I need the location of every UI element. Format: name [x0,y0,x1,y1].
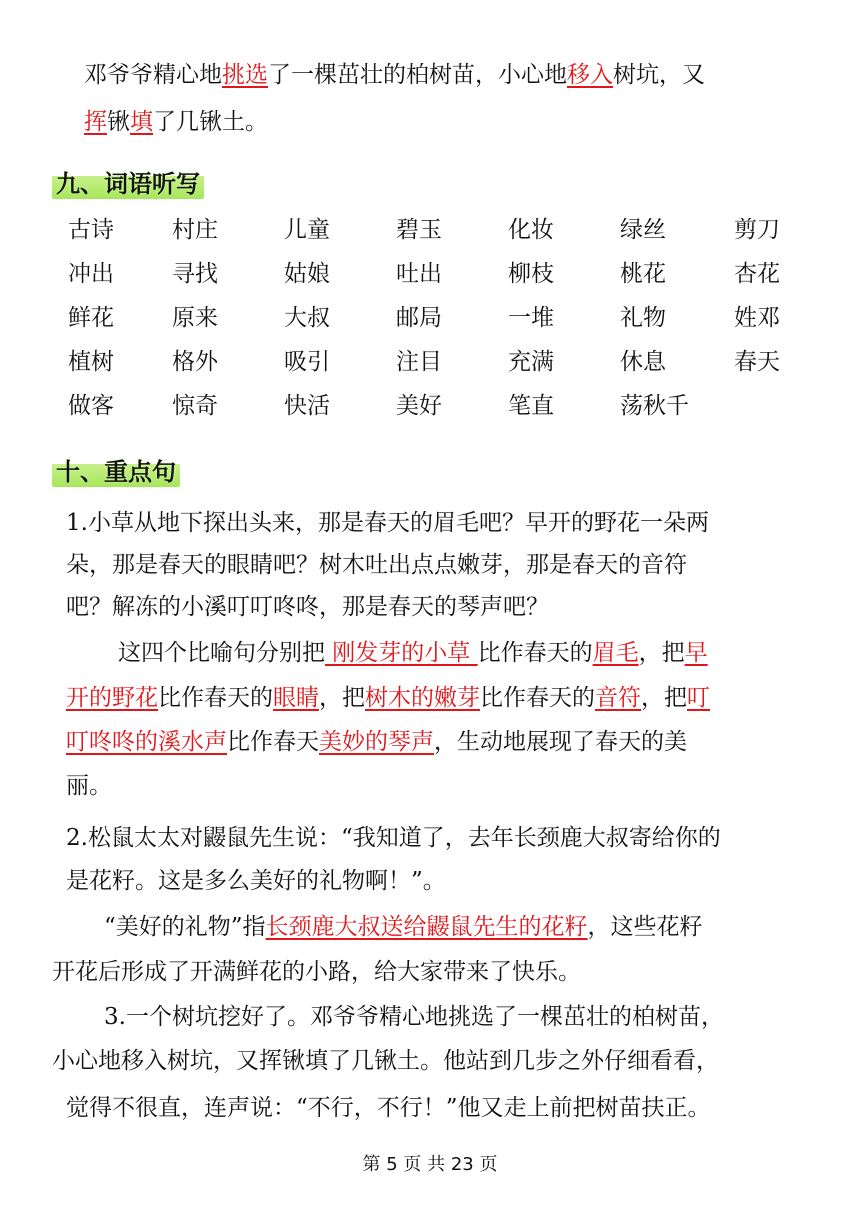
answer-underlined: 音符 [595,685,641,711]
text: ，生动地展现了春天的美 [434,729,687,755]
text: 邓爷爷精心地 [84,62,222,88]
sentence3-line3: 觉得不很直，连声说：“不行，不行！”他又走上前把树苗扶正。 [66,1095,711,1121]
vocab-word: 休息 [620,349,666,375]
text: ，这些花籽 [587,914,703,940]
text: 树坑，又 [613,62,705,88]
section-heading-vocab: 九、词语听写 [52,164,204,199]
text: “美好的礼物”指 [104,914,266,940]
text: 比作春天的 [480,685,595,711]
answer-underlined: 眉毛 [592,640,639,666]
sentence1-line3: 吧？解冻的小溪叮叮咚咚，那是春天的琴声吧？ [66,594,549,620]
sentence2-analysis-line2: 开花后形成了开满鲜花的小路，给大家带来了快乐。 [52,959,581,985]
vocab-word: 原来 [172,305,218,331]
answer-underlined: 树木的嫩芽 [365,685,480,711]
sentence3-line2: 小心地移入树坑，又挥锹填了几锹土。他站到几步之外仔细看看， [52,1048,719,1074]
vocab-word: 注目 [396,349,442,375]
text: 了一棵茁壮的柏树苗，小心地 [268,62,567,88]
vocab-word: 吐出 [396,261,442,287]
vocab-word: 桃花 [620,261,666,287]
vocab-word: 杏花 [734,261,780,287]
vocab-word: 春天 [734,349,780,375]
answer-underlined: 早 [684,640,708,666]
sentence1-analysis-line3 [66,727,687,757]
vocab-word: 儿童 [284,217,330,243]
vocab-word: 一堆 [508,305,554,331]
vocab-word: 大叔 [284,305,330,331]
vocab-word: 格外 [172,349,218,375]
intro-line-1 [84,60,705,90]
vocab-word: 美好 [396,393,442,419]
sentence2-analysis-line1 [104,912,703,942]
vocab-word: 古诗 [68,217,114,243]
text: 比作春天的 [158,685,273,711]
vocab-word: 姑娘 [284,261,330,287]
answer-underlined: 开的野花 [66,685,158,711]
answer-underlined: 叮咚咚的溪水声 [66,729,227,755]
text: 比作春天的 [477,640,593,666]
vocab-word: 鲜花 [68,305,114,331]
sentence1-analysis-line2 [66,683,710,713]
vocab-word: 植树 [68,349,114,375]
vocab-word: 姓邓 [734,305,780,331]
text: 比作春天 [227,729,319,755]
text: 这四个比喻句分别把 [118,640,325,666]
answer-underlined: 眼睛 [273,685,319,711]
page-number: 第 5 页 共 23 页 [362,1154,498,1175]
vocab-word: 碧玉 [396,217,442,243]
answer-underlined: 挥 [84,109,107,135]
vocab-word: 做客 [68,393,114,419]
answer-underlined: 挑选 [222,62,268,88]
vocab-word: 快活 [284,393,330,419]
sentence1-analysis-line1 [118,638,708,668]
answer-underlined: 刚发芽的小草 [325,640,478,666]
answer-underlined: 填 [130,109,153,135]
answer-underlined: 叮 [687,685,710,711]
section-heading-key-sentences: 十、重点句 [52,452,180,487]
vocab-word: 笔直 [508,393,554,419]
sentence1-line2: 朵，那是春天的眼睛吧？树木吐出点点嫩芽，那是春天的音符 [66,552,687,578]
answer-underlined: 移入 [567,62,613,88]
vocab-word: 邮局 [396,305,442,331]
sentence2-line1: 2.松鼠太太对鼹鼠先生说：“我知道了，去年长颈鹿大叔寄给你的 [66,825,721,851]
vocab-word: 寻找 [172,261,218,287]
vocab-word: 荡秋千 [620,393,689,419]
sentence3-line1: 3.一个树坑挖好了。邓爷爷精心地挑选了一棵茁壮的柏树苗， [104,1004,724,1030]
vocab-word: 惊奇 [172,393,218,419]
answer-underlined: 长颈鹿大叔送给鼹鼠先生的花籽 [265,914,588,940]
vocab-word: 村庄 [172,217,218,243]
text: ，把 [319,685,365,711]
vocab-word: 剪刀 [734,217,780,243]
vocab-word: 化妆 [508,217,554,243]
vocab-word: 礼物 [620,305,666,331]
text: ，把 [638,640,685,666]
sentence1-line1: 1.小草从地下探出头来，那是春天的眉毛吧？早开的野花一朵两 [66,510,709,536]
vocab-word: 吸引 [284,349,330,375]
answer-underlined: 美妙的琴声 [319,729,434,755]
vocab-word: 绿丝 [620,217,666,243]
vocab-word: 柳枝 [508,261,554,287]
text: 了几锹土。 [153,109,268,135]
vocab-word: 冲出 [68,261,114,287]
intro-line-2 [84,107,268,137]
vocab-word: 充满 [508,349,554,375]
sentence2-line2: 是花籽。这是多么美好的礼物啊！”。 [66,868,446,894]
sentence1-analysis-line4: 丽。 [66,773,112,799]
text: 锹 [107,109,130,135]
text: ，把 [641,685,687,711]
